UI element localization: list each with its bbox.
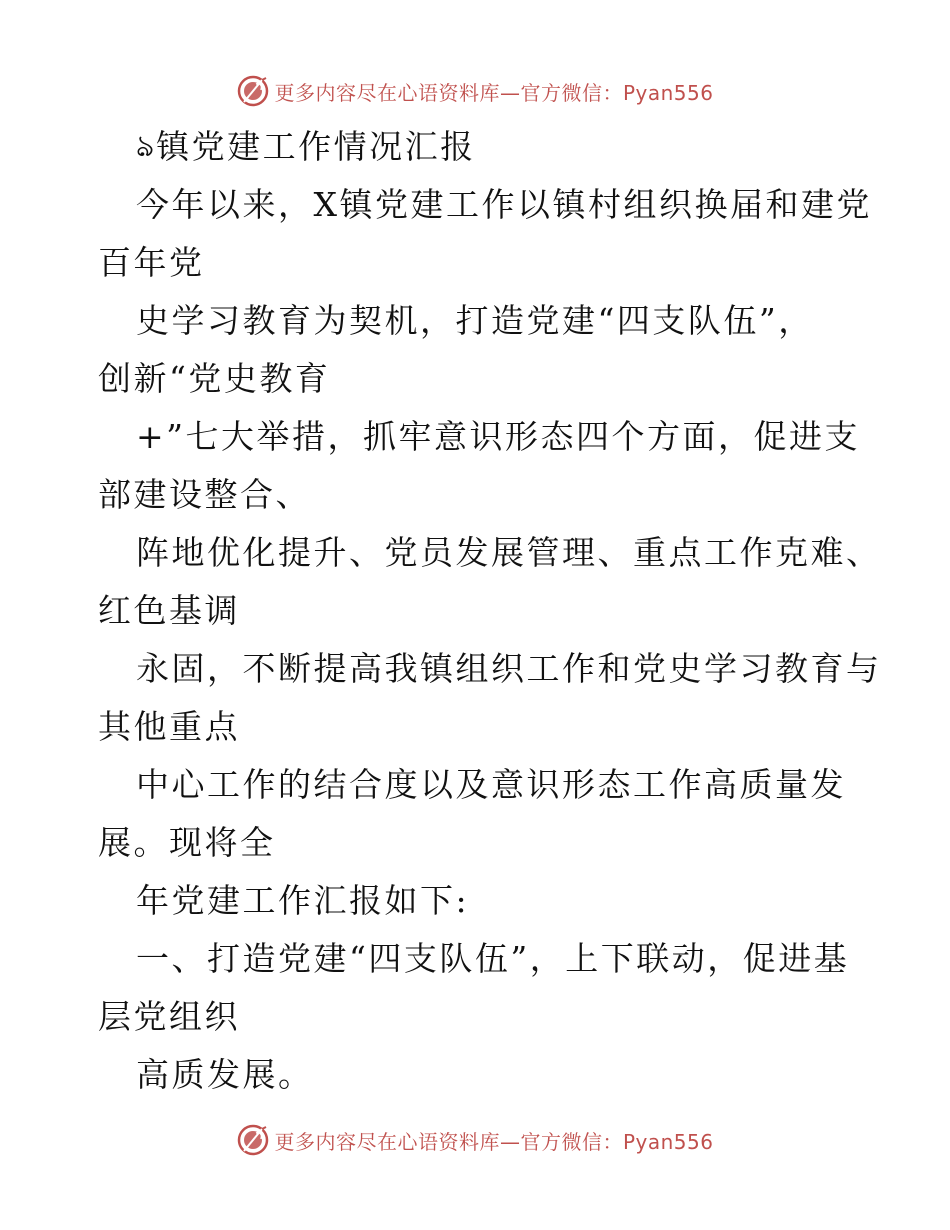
paragraph-line: 展。现将全 [98, 823, 276, 862]
paragraph-line: 红色基调 [98, 591, 240, 630]
section-heading-line: 一、打造党建“四支队伍”，上下联动，促进基 [136, 939, 850, 978]
header-banner [0, 69, 950, 113]
leaf-ornament-icon: ঌ [136, 129, 155, 164]
section-heading-line: 层党组织 [98, 997, 240, 1036]
paragraph-line: 今年以来，X镇党建工作以镇村组织换届和建党 [136, 185, 872, 224]
footer-text: 更多内容尽在心语资料库—官方微信：Pyan556 [274, 1129, 714, 1154]
paragraph-line: 部建设整合、 [98, 475, 311, 514]
header-text: 更多内容尽在心语资料库—官方微信：Pyan556 [274, 80, 714, 105]
quill-seal-icon [236, 74, 270, 108]
paragraph-line: 阵地优化提升、党员发展管理、重点工作克难、 [136, 533, 882, 572]
paragraph-line: 年党建工作汇报如下: [136, 881, 470, 920]
section-heading-line: 高质发展。 [136, 1055, 314, 1094]
quill-seal-icon [236, 1123, 270, 1157]
paragraph-line: 永固，不断提高我镇组织工作和党史学习教育与 [136, 649, 882, 688]
paragraph-line: +”七大举措，抓牢意识形态四个方面，促进支 [136, 417, 861, 456]
title-text: 镇党建工作情况汇报 [156, 127, 476, 166]
paragraph-line: 史学习教育为契机，打造党建“四支队伍”， [136, 301, 814, 340]
footer-banner [0, 1118, 950, 1162]
paragraph-line: 其他重点 [98, 707, 240, 746]
paragraph-line: 创新“党史教育 [98, 359, 331, 398]
paragraph-line: 中心工作的结合度以及意识形态工作高质量发 [136, 765, 846, 804]
document-title [136, 118, 476, 176]
paragraph-line: 百年党 [98, 243, 205, 282]
